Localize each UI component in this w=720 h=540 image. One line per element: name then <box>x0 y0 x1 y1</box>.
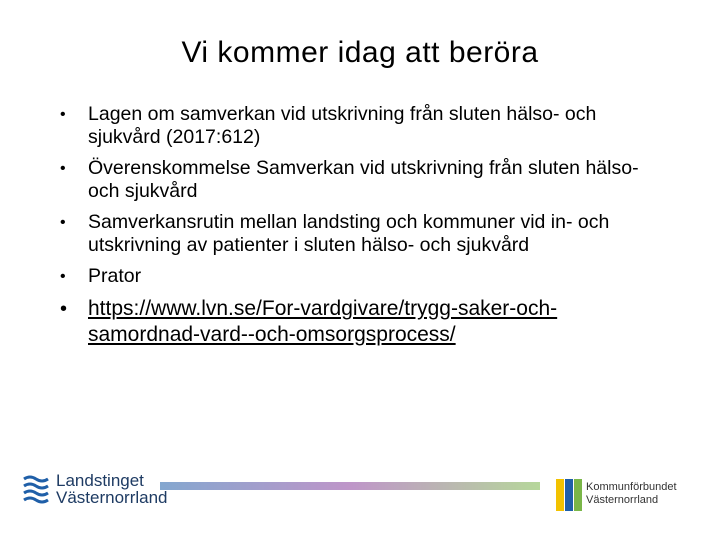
kommunforbundet-logo-text <box>586 481 677 507</box>
bullet-item <box>60 157 660 203</box>
bullet-dot: • <box>60 160 66 177</box>
slide-title: Vi kommer idag att beröra <box>181 36 539 69</box>
logo-line-1: Kommunförbundet <box>586 481 677 493</box>
bullet-dot: • <box>60 268 66 285</box>
bullet-dot: • <box>60 214 66 231</box>
bullet-item <box>60 265 660 288</box>
bullet-item <box>60 211 660 257</box>
bullet-text: Samverkansrutin mellan landsting och kommuner vid in- och utskrivning av patienter i sluten hälso- och sjukvård <box>88 211 610 256</box>
footer-color-band <box>160 482 540 490</box>
logo-line-2: Västernorrland <box>586 494 659 506</box>
logo-line-2: Västernorrland <box>56 488 168 507</box>
bullet-dot: • <box>60 298 68 320</box>
bullet-item <box>60 103 660 149</box>
kommunforbundet-logo-icon <box>556 479 582 511</box>
landstinget-logo-text <box>56 472 168 506</box>
bullet-text: Överenskommelse Samverkan vid utskrivning från sluten hälso- och sjukvård <box>88 157 639 202</box>
bullet-item-link <box>60 296 660 348</box>
lvn-link[interactable]: https://www.lvn.se/For-vardgivare/trygg-saker-och-samordnad-vard--och-omsorgsprocess/ <box>88 297 558 346</box>
logo-line-1: Landstinget <box>56 471 144 490</box>
bullet-list <box>60 103 660 356</box>
bullet-text: Lagen om samverkan vid utskrivning från sluten hälso- och sjukvård (2017:612) <box>88 103 597 148</box>
landstinget-logo-icon <box>22 473 50 507</box>
bullet-text: Prator <box>88 265 142 287</box>
bullet-dot: • <box>60 106 66 123</box>
